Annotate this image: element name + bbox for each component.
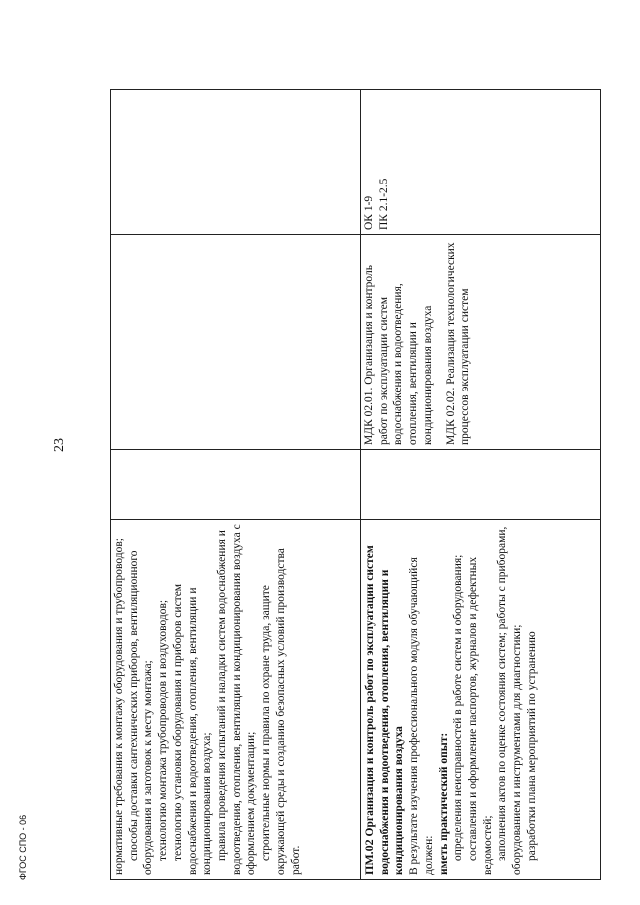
table-row: [111, 90, 361, 880]
knowledge-cell: [111, 520, 361, 880]
knowledge-item: строительные нормы и правила по охране труда, защите окружающей среды и созданию безопасных условий производства работ.: [260, 548, 302, 875]
knowledge-item: способы доставки сантехнических приборов, вентиляционного оборудования и заготовок к месту монтажа;: [127, 550, 155, 875]
mdk-item: МДК 02.02. Реализация технологических процессов эксплуатации систем: [444, 242, 472, 445]
module-title-text: Организация и контроль работ по эксплуатации систем водоснабжения и водоотведения, отопления, вентиляции и кондиционирования воздуха: [364, 545, 406, 875]
competency-item: ОК 1-9: [363, 195, 375, 230]
experience-item: определения неисправностей в работе систем и оборудования;: [452, 554, 465, 861]
experience-heading: иметь практический опыт:: [437, 732, 450, 875]
experience-item: заполнения актов по оценке состояния систем; работы с приборами, оборудованием и инструментами для диагностики;: [496, 526, 524, 875]
module-intro: В результате изучения профессионального модуля обучающийся должен:: [408, 557, 435, 875]
knowledge-item: нормативные требования к монтажу оборудования и трубопроводов;: [113, 538, 125, 875]
table-row: [361, 90, 601, 880]
competency-item: ПК 2.1-2.5: [377, 178, 390, 230]
mdk-item: МДК 02.01. Организация и контроль работ по эксплуатации систем водоснабжения и водоотведения, отопления, вентиляции и кондиционирования воздуха: [363, 265, 434, 445]
hours-cell: [111, 450, 361, 520]
footer-label: ФГОС СПО - 06: [18, 814, 28, 880]
curriculum-table: [110, 89, 601, 880]
knowledge-item: правила проведения испытаний и наладки систем водоснабжения и водоотведения, отопления, вентиляции и кондиционирования воздуха с оформлением документации;: [216, 524, 258, 875]
curriculum-table-container: [110, 90, 600, 880]
hours-cell: [361, 450, 601, 520]
mdk-cell: [361, 235, 601, 450]
competencies-cell: [361, 90, 601, 235]
module-cell: [361, 520, 601, 880]
module-title: [362, 524, 407, 875]
module-code: ПМ.02: [362, 839, 376, 875]
experience-item: составления и оформление паспортов, журналов и дефектных ведомостей;: [467, 556, 494, 875]
knowledge-item: технологию установки оборудования и приборов систем водоснабжения и водоотведения, отопления, вентиляции и кондиционирования воздуха;: [171, 583, 214, 875]
page-number: 23: [52, 438, 67, 452]
experience-item: разработки плана мероприятий по устранению: [525, 631, 538, 861]
mdk-cell: [111, 235, 361, 450]
competencies-cell: [111, 90, 361, 235]
knowledge-item: технологию монтажа трубопроводов и воздуховодов;: [157, 599, 170, 861]
